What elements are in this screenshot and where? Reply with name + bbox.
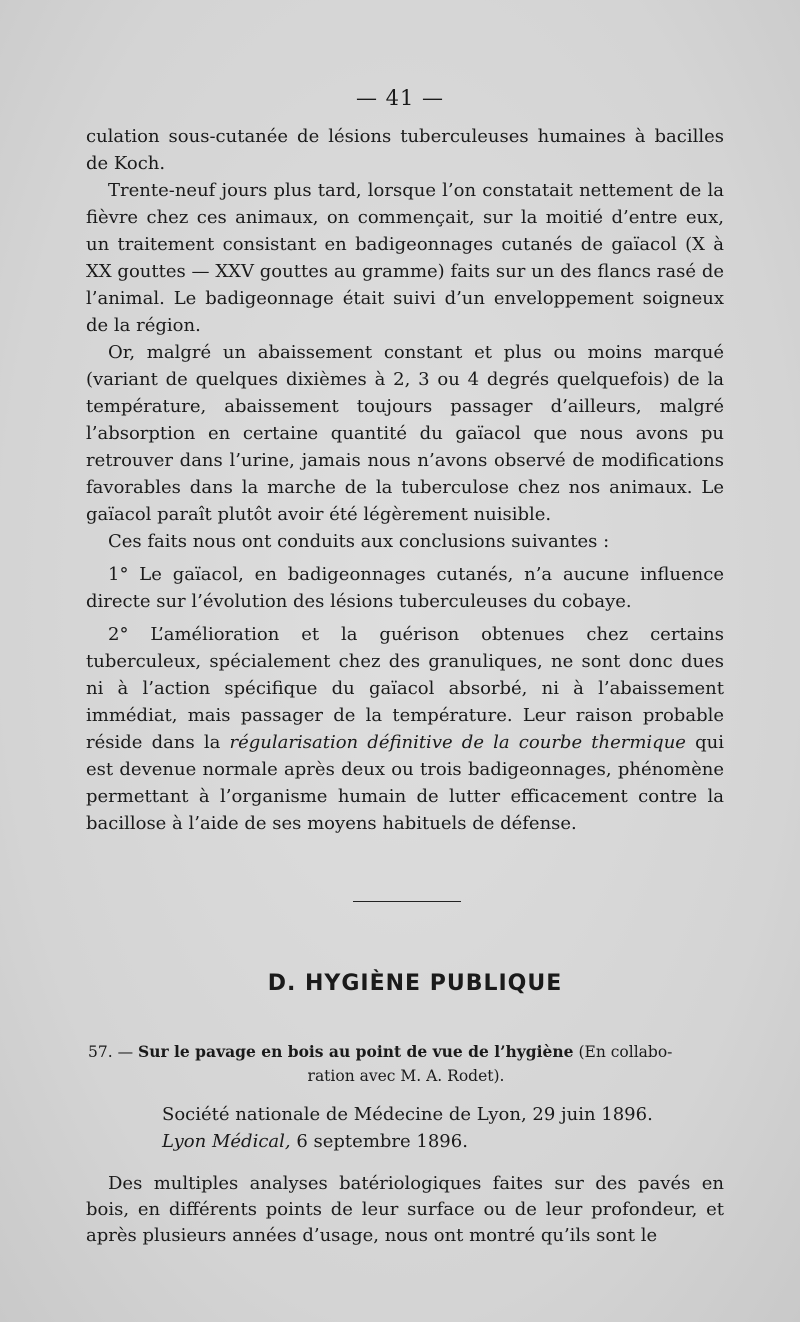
paragraph-analyses: Des multiples analyses batériologiques faites sur des pavés en bois, en différents points de leur surface ou de leur profondeur, et après plusieurs années d’usage, nous ont montré qu’ils sont le	[86, 1173, 724, 1246]
paragraph-continuation: culation sous-cutanée de lésions tuberculeuses humaines à bacilles de Koch.	[86, 126, 724, 174]
paragraph-conclusions-intro: Ces faits nous ont conduits aux conclusions suivantes :	[108, 531, 610, 552]
entry-line-1	[88, 1040, 724, 1064]
paragraph-conclusion-1: 1° Le gaïacol, en badigeonnages cutanés, n’a aucune influence directe sur l’évolution des lésions tuberculeuses du cobaye.	[86, 564, 724, 612]
paragraph-conclusion-2	[86, 621, 724, 837]
conclusion-2-text-a: 2° L’amélioration et la guérison obtenues chez certains tuberculeux, spécialement chez des granuliques, ne sont donc dues ni à l’action spécifique du gaïacol absorbé, ni à l’abaissement immédiat, mais passager de la température. Leur raison probable réside dans la	[86, 624, 724, 753]
conclusion-2-italic: régularisation définitive de la courbe thermique	[229, 732, 686, 753]
entry-source	[162, 1101, 742, 1155]
entry-title: Sur le pavage en bois au point de vue de l’hygiène	[138, 1042, 574, 1061]
source-date: 6 septembre 1896.	[290, 1131, 468, 1152]
source-journal-line	[162, 1128, 742, 1155]
bibliography-entry	[88, 1040, 724, 1088]
section-divider	[353, 901, 461, 902]
section-title: D. HYGIÈNE PUBLIQUE	[267, 971, 563, 996]
conclusion-2-text-b: qui est devenue normale après deux ou trois badigeonnages, phénomène permettant à l’organisme humain de lutter efficacement contre la bacillose à l’aide de ses moyens habituels de défense.	[86, 732, 724, 834]
page-number: — 41 —	[355, 86, 445, 110]
source-journal: Lyon Médical,	[162, 1131, 291, 1152]
paragraph-method: Trente-neuf jours plus tard, lorsque l’on constatait nettement de la fièvre chez ces animaux, on commençait, sur la moitié d’entre eux, un traitement consistant en badigeonnages cutanés de gaïacol (X à XX gouttes — XXV gouttes au gramme) faits sur un des flancs rasé de l’animal. Le badigeonnage était suivi d’un enveloppement soigneux de la région.	[86, 180, 724, 336]
paragraph-results: Or, malgré un abaissement constant et plus ou moins marqué (variant de quelques dixièmes à 2, 3 ou 4 degrés quelquefois) de la température, abaissement toujours passager d’ailleurs, malgré l’absorption en certaine quantité du gaïacol que nous avons pu retrouver dans l’urine, jamais nous n’avons observé de modifications favorables dans la marche de la tuberculose chez nos animaux. Le gaïacol paraît plutôt avoir été légèrement nuisible.	[86, 342, 724, 525]
body-text-bottom	[86, 1171, 724, 1249]
entry-collab-end: ration avec M. A. Rodet).	[307, 1067, 505, 1085]
source-society: Société nationale de Médecine de Lyon, 29 juin 1896.	[162, 1104, 653, 1125]
entry-collab-start: (En collabo-	[578, 1043, 673, 1061]
body-text-top	[86, 123, 724, 837]
entry-number: 57. —	[88, 1043, 134, 1061]
